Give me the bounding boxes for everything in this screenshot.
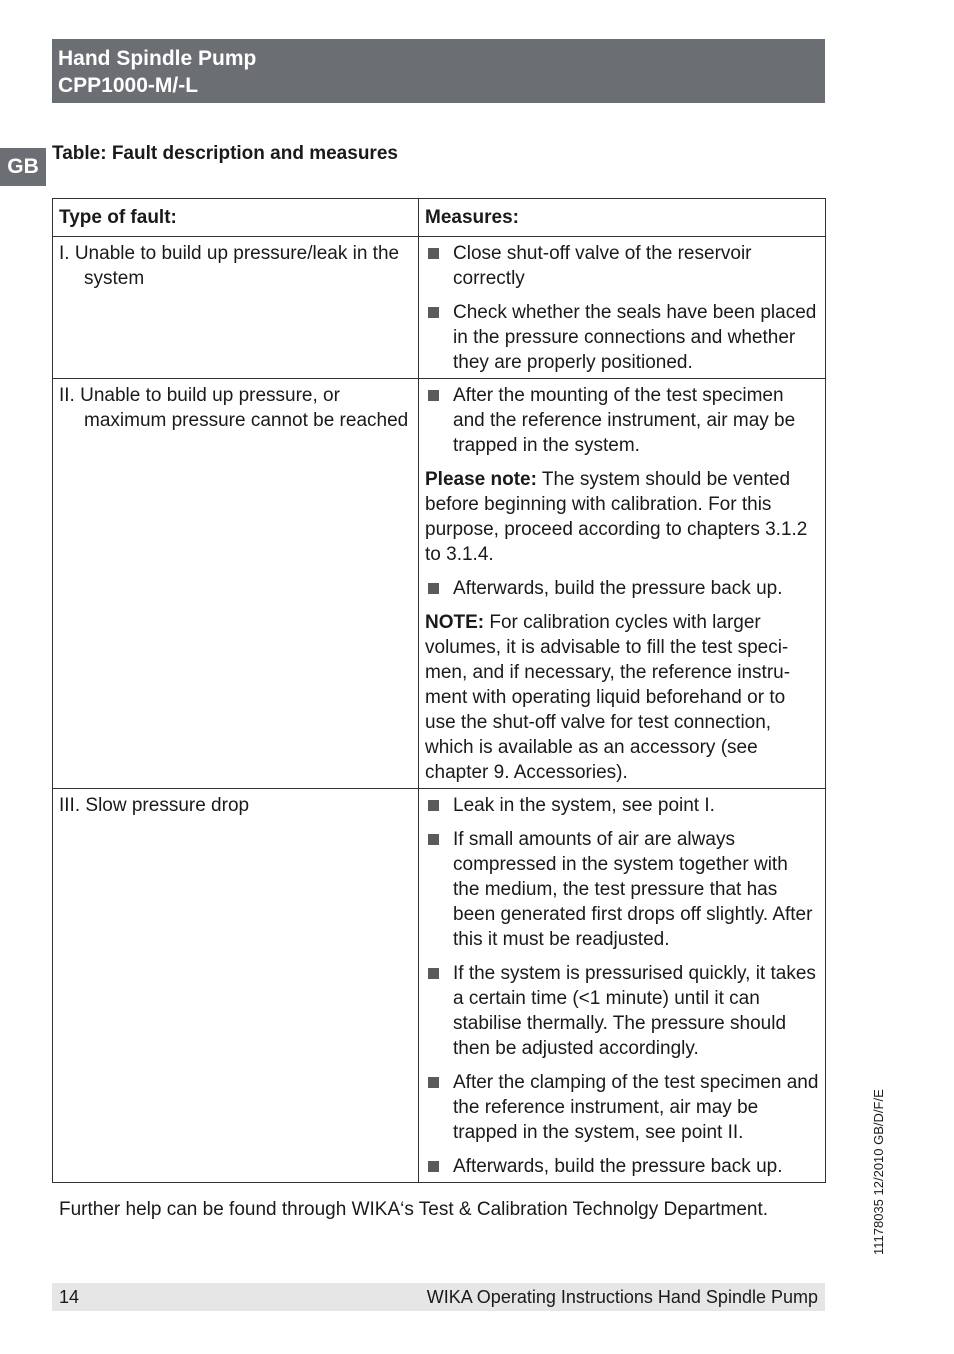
page-footer bbox=[52, 1283, 825, 1311]
fault-table bbox=[52, 198, 826, 1183]
header-model: CPP1000-M/-L bbox=[58, 74, 199, 97]
measures-list bbox=[419, 379, 825, 788]
square-bullet-icon bbox=[428, 834, 439, 845]
measure-text: If small amounts of air are always compressed in the system together with the medium, the test pressure that has been generated first drops off slightly. After this it must be readjusted. bbox=[453, 829, 813, 950]
footer-title: WIKA Operating Instructions Hand Spindle Pump bbox=[426, 1286, 818, 1307]
help-footnote: Further help can be found through WIKA‘s Test & Calibration Technolgy Department. bbox=[59, 1199, 769, 1220]
measures-list bbox=[419, 789, 825, 1182]
measure-text: Close shut-off valve of the reservoir correctly bbox=[453, 243, 752, 289]
square-bullet-icon bbox=[428, 248, 439, 259]
fault-cell bbox=[53, 789, 419, 1183]
table-row bbox=[53, 379, 826, 789]
measure-note bbox=[425, 467, 819, 567]
header-title: Hand Spindle Pump bbox=[58, 47, 257, 70]
measure-bullet bbox=[425, 827, 819, 952]
square-bullet-icon bbox=[428, 1077, 439, 1088]
fault-description: III. Slow pressure drop bbox=[59, 795, 250, 816]
document-header bbox=[52, 39, 825, 103]
table-row bbox=[53, 789, 826, 1183]
table-header-row bbox=[53, 199, 826, 237]
header-measures: Measures: bbox=[419, 199, 826, 237]
table-row bbox=[53, 237, 826, 379]
measures-list bbox=[419, 237, 825, 378]
measure-text: Check whether the seals have been placed in the pressure connections and whether they are properly positioned. bbox=[453, 302, 817, 373]
note-text: For calibration cycles with larger volumes, it is advisable to fill the test speci-men, and if necessary, the reference instru-ment with operating liquid beforehand or to use the shut-off valve for test connection, which is available as an accessory (see chapter 9. Accessories). bbox=[425, 612, 791, 783]
measure-text: Leak in the system, see point I. bbox=[453, 795, 715, 816]
fault-description: I. Unable to build up pressure/leak in the system bbox=[59, 243, 400, 289]
measure-bullet bbox=[425, 961, 819, 1061]
fault-cell bbox=[53, 379, 419, 789]
measure-text: After the mounting of the test specimen and the reference instrument, air may be trapped in the system. bbox=[453, 385, 796, 456]
language-tab: GB bbox=[0, 148, 46, 186]
measure-bullet bbox=[425, 1154, 819, 1179]
fault-rows bbox=[53, 237, 826, 1183]
square-bullet-icon bbox=[428, 307, 439, 318]
measure-bullet bbox=[425, 793, 819, 818]
measure-note bbox=[425, 610, 819, 785]
measure-text: Afterwards, build the pressure back up. bbox=[453, 1156, 783, 1177]
measure-bullet bbox=[425, 300, 819, 375]
measure-bullet bbox=[425, 576, 819, 601]
square-bullet-icon bbox=[428, 968, 439, 979]
square-bullet-icon bbox=[428, 800, 439, 811]
page-number: 14 bbox=[59, 1286, 80, 1307]
note-text: The system should be vented before beginning with calibration. For this purpose, proceed according to chapters 3.1.2 to 3.1.4. bbox=[425, 469, 808, 565]
note-label: Please note: bbox=[425, 469, 537, 490]
measure-text: Afterwards, build the pressure back up. bbox=[453, 578, 783, 599]
measure-bullet bbox=[425, 241, 819, 291]
fault-description: II. Unable to build up pressure, or maximum pressure cannot be reached bbox=[59, 385, 409, 431]
fault-cell bbox=[53, 237, 419, 379]
square-bullet-icon bbox=[428, 1161, 439, 1172]
square-bullet-icon bbox=[428, 583, 439, 594]
measures-cell bbox=[419, 379, 826, 789]
table-title: Table: Fault description and measures bbox=[52, 143, 398, 164]
note-label: NOTE: bbox=[425, 612, 485, 633]
square-bullet-icon bbox=[428, 390, 439, 401]
measures-cell bbox=[419, 237, 826, 379]
measures-cell bbox=[419, 789, 826, 1183]
measure-text: After the clamping of the test specimen and the reference instrument, air may be trapped in the system, see point II. bbox=[453, 1072, 819, 1143]
header-type-of-fault: Type of fault: bbox=[53, 199, 419, 237]
measure-text: If the system is pressurised quickly, it takes a certain time (<1 minute) until it can stabilise thermally. The pressure should then be adjusted accordingly. bbox=[453, 963, 816, 1059]
measure-bullet bbox=[425, 1070, 819, 1145]
document-code: 11178035 12/2010 GB/D/F/E bbox=[871, 1089, 886, 1255]
measure-bullet bbox=[425, 383, 819, 458]
